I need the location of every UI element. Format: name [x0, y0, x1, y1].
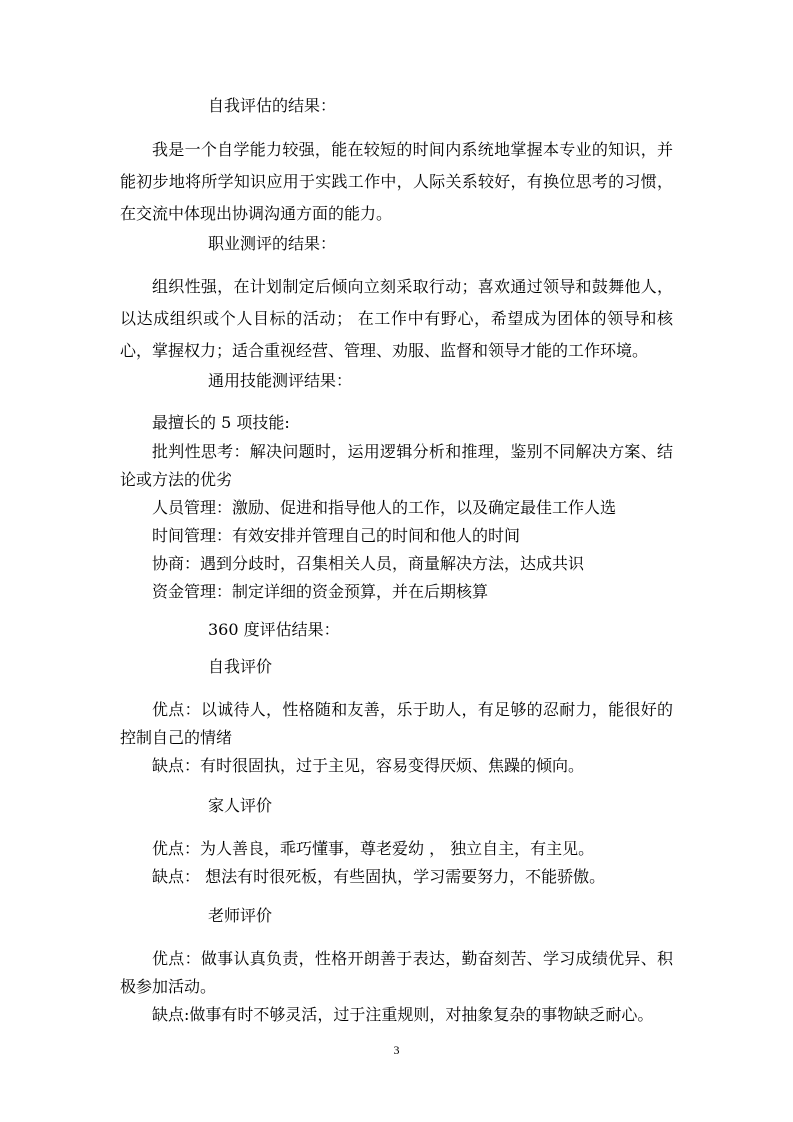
skill-item: 批判性思考：解决问题时，运用逻辑分析和推理，鉴别不同解决方案、结论或方法的优劣 [120, 442, 673, 489]
career-test-heading: 职业测评的结果： [208, 234, 337, 253]
teacher-evaluation-heading: 老师评价 [208, 906, 273, 925]
degree360-heading: 360 度评估结果： [208, 620, 340, 639]
self-assessment-heading: 自我评估的结果： [208, 96, 337, 115]
skill-item: 时间管理：有效安排并管理自己的时间和他人的时间 [152, 526, 521, 545]
page-number: 3 [393, 1043, 400, 1057]
family-evaluation-pros: 优点：为人善良，乖巧懂事，尊老爱幼 ， 独立自主，有主见。 [152, 839, 595, 858]
skill-item: 人员管理：激励、促进和指导他人的工作，以及确定最佳工作人选 [152, 498, 617, 517]
self-evaluation-heading: 自我评价 [208, 657, 273, 676]
skill-item: 资金管理：制定详细的资金预算，并在后期核算 [152, 582, 489, 601]
teacher-evaluation-cons: 缺点:做事有时不够灵活，过于注重规则，对抽象复杂的事物缺乏耐心。 [152, 1005, 654, 1024]
career-test-text: 组织性强，在计划制定后倾向立刻采取行动；喜欢通过领导和鼓舞他人，以达成组织或个人目标的活动； 在工作中有野心，希望成为团体的领导和核心，掌握权力；适合重视经营、管理、劝服、监督和领导才能的工作环境。 [120, 277, 673, 360]
self-evaluation-cons: 缺点：有时很固执，过于主见，容易变得厌烦、焦躁的倾向。 [152, 756, 585, 775]
self-assessment-text: 我是一个自学能力较强，能在较短的时间内系统地掌握本专业的知识，并能初步地将所学知识应用于实践工作中，人际关系较好，有换位思考的习惯，在交流中体现出协调沟通方面的能力。 [120, 140, 673, 223]
skills-test-heading: 通用技能测评结果： [208, 371, 353, 390]
teacher-evaluation-pros: 优点：做事认真负责，性格开朗善于表达，勤奋刻苦、学习成绩优异、积极参加活动。 [120, 949, 673, 996]
skill-item: 协商：遇到分歧时，召集相关人员，商量解决方法，达成共识 [152, 554, 585, 573]
skills-intro: 最擅长的 5 项技能: [152, 413, 290, 432]
self-evaluation-pros: 优点：以诚待人，性格随和友善，乐于助人，有足够的忍耐力，能很好的控制自己的情绪 [120, 700, 673, 747]
family-evaluation-cons: 缺点： 想法有时很死板，有些固执，学习需要努力，不能骄傲。 [152, 867, 606, 886]
family-evaluation-heading: 家人评价 [208, 796, 273, 815]
